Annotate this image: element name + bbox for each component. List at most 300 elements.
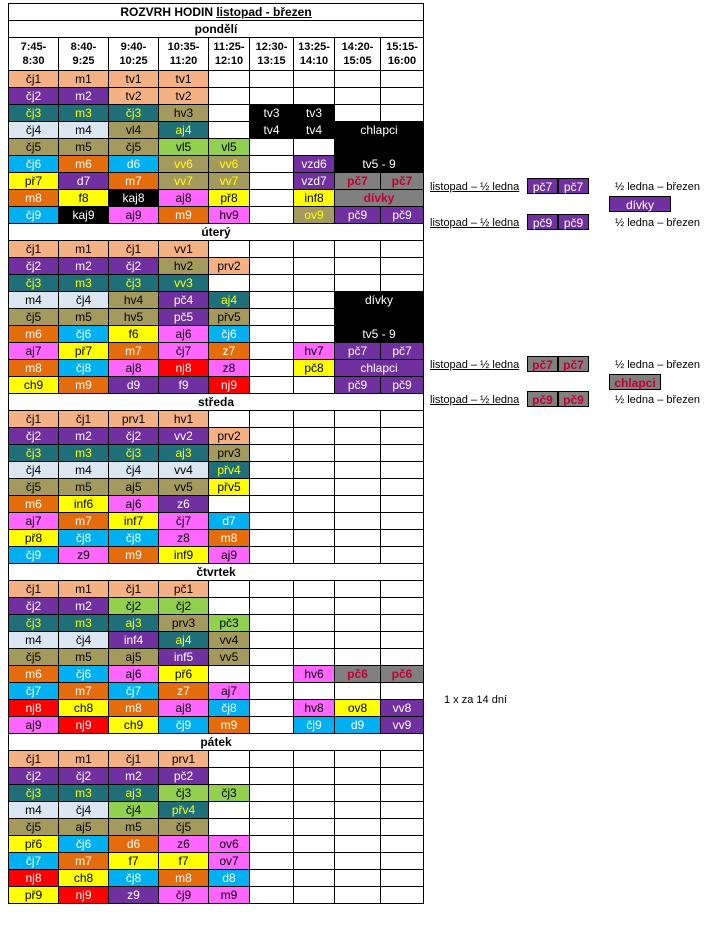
lesson-cell: [335, 139, 424, 156]
lesson-row: [9, 122, 424, 139]
lesson-cell: m6: [9, 496, 59, 513]
lesson-cell: m5: [109, 819, 159, 836]
lesson-cell: [294, 309, 335, 326]
lesson-cell: přv4: [209, 462, 250, 479]
lesson-cell: [335, 598, 381, 615]
lesson-cell: aj3: [109, 785, 159, 802]
lesson-cell: m3: [59, 785, 109, 802]
lesson-cell: tv2: [109, 88, 159, 105]
lesson-cell: aj3: [109, 615, 159, 632]
lesson-cell: [250, 479, 294, 496]
lesson-cell: čj2: [9, 428, 59, 445]
lesson-cell: m1: [59, 751, 109, 768]
lesson-cell: [294, 411, 335, 428]
lesson-cell: [250, 717, 294, 734]
lesson-cell: čj5: [9, 649, 59, 666]
lesson-cell: [209, 122, 250, 139]
lesson-cell: hv8: [294, 700, 335, 717]
lesson-cell: čj5: [9, 309, 59, 326]
page-title: [9, 4, 424, 21]
lesson-cell: nj9: [59, 717, 109, 734]
lesson-cell: [335, 887, 381, 904]
lesson-cell: čj2: [109, 598, 159, 615]
lesson-cell: čj3: [9, 445, 59, 462]
lesson-cell: [335, 802, 381, 819]
lesson-cell: čj2: [59, 768, 109, 785]
lesson-cell: inf6: [59, 496, 109, 513]
lesson-cell: [209, 88, 250, 105]
lesson-cell: [335, 768, 381, 785]
lesson-cell: čj1: [9, 241, 59, 258]
lesson-cell: [250, 343, 294, 360]
lesson-cell: ov6: [209, 836, 250, 853]
lesson-cell: vl5: [159, 139, 209, 156]
lesson-cell: čj7: [159, 343, 209, 360]
lesson-row: [9, 173, 424, 190]
lesson-cell: [209, 768, 250, 785]
lesson-cell: m7: [109, 343, 159, 360]
lesson-cell: [335, 530, 381, 547]
lesson-row: [9, 700, 424, 717]
lesson-cell: [250, 377, 294, 394]
time-slot-label: 9:40- 10:25: [119, 41, 148, 67]
lesson-cell: čj4: [59, 632, 109, 649]
lesson-cell: [335, 547, 381, 564]
lesson-cell: vv7: [159, 173, 209, 190]
lesson-cell: m2: [59, 598, 109, 615]
lesson-cell: [294, 581, 335, 598]
lesson-cell: [250, 326, 294, 343]
lesson-row: [9, 71, 424, 88]
lesson-cell: [335, 785, 381, 802]
lesson-cell: [381, 581, 424, 598]
time-slot-label: 7:45- 8:30: [20, 41, 47, 67]
title-period: listopad - březen: [216, 5, 312, 19]
lesson-cell: [250, 853, 294, 870]
lesson-cell: čj1: [9, 71, 59, 88]
lesson-cell: ov9: [294, 207, 335, 224]
lesson-cell: [294, 326, 335, 343]
lesson-cell: [250, 666, 294, 683]
lesson-cell: [209, 581, 250, 598]
lesson-cell: m3: [59, 275, 109, 292]
time-slot-header: [381, 38, 424, 71]
day-row: [9, 564, 424, 581]
lesson-cell: čj1: [9, 751, 59, 768]
lesson-cell: [335, 479, 381, 496]
lesson-cell: pč9: [381, 207, 424, 224]
lesson-cell: vl4: [109, 122, 159, 139]
lesson-row: [9, 428, 424, 445]
lesson-cell: [381, 496, 424, 513]
lesson-cell: [294, 445, 335, 462]
lesson-cell: vv6: [209, 156, 250, 173]
lesson-cell: prv2: [209, 258, 250, 275]
lesson-cell: f7: [109, 853, 159, 870]
time-slot-label: 15:15- 16:00: [386, 41, 418, 67]
lesson-row: [9, 479, 424, 496]
lesson-cell: aj8: [159, 190, 209, 207]
lesson-row: [9, 547, 424, 564]
lesson-cell: m6: [9, 666, 59, 683]
lesson-cell: z9: [59, 547, 109, 564]
time-slot-label: 8:40- 9:25: [70, 41, 97, 67]
lesson-row: [9, 768, 424, 785]
lesson-cell: m3: [59, 615, 109, 632]
lesson-cell: [209, 411, 250, 428]
lesson-cell: tv1: [159, 71, 209, 88]
time-slot-label: 14:20- 15:05: [341, 41, 374, 67]
lesson-cell: čj8: [209, 700, 250, 717]
lesson-cell: [250, 870, 294, 887]
lesson-cell: vv5: [159, 479, 209, 496]
lesson-cell: aj5: [59, 819, 109, 836]
lesson-cell: [335, 632, 381, 649]
lesson-cell: [250, 139, 294, 156]
lesson-cell: pč7: [335, 173, 381, 190]
lesson-row: [9, 598, 424, 615]
lesson-cell: [209, 496, 250, 513]
note-period-label: ½ ledna – březen: [615, 394, 701, 406]
lesson-cell: pč9: [381, 377, 424, 394]
lesson-cell: f9: [159, 377, 209, 394]
lesson-cell: m8: [9, 360, 59, 377]
lesson-cell: přv5: [209, 479, 250, 496]
note-period-label: listopad – ½ ledna: [430, 217, 520, 229]
lesson-cell: tv4: [294, 122, 335, 139]
lesson-row: [9, 666, 424, 683]
lesson-cell: [250, 513, 294, 530]
lesson-cell: m1: [59, 581, 109, 598]
lesson-cell: čj3: [209, 785, 250, 802]
lesson-cell: f7: [159, 853, 209, 870]
lesson-cell: hv6: [294, 666, 335, 683]
lesson-cell: čj4: [59, 802, 109, 819]
lesson-cell: f8: [59, 190, 109, 207]
lesson-cell: [250, 836, 294, 853]
time-slot-header: [9, 38, 59, 71]
lesson-cell: čj9: [159, 887, 209, 904]
day-name: středa: [9, 394, 424, 411]
lesson-cell: z6: [159, 836, 209, 853]
lesson-cell: [294, 785, 335, 802]
lesson-cell: [250, 207, 294, 224]
lesson-cell: [381, 683, 424, 700]
lesson-row: [9, 241, 424, 258]
lesson-cell: dívky: [335, 292, 424, 309]
lesson-cell: př8: [9, 530, 59, 547]
lesson-cell: pč6: [381, 666, 424, 683]
lesson-cell: čj7: [159, 513, 209, 530]
lesson-cell: [250, 785, 294, 802]
lesson-cell: chlapci: [335, 360, 424, 377]
lesson-cell: př8: [209, 190, 250, 207]
lesson-cell: prv2: [209, 428, 250, 445]
lesson-cell: m6: [59, 156, 109, 173]
lesson-cell: aj4: [159, 122, 209, 139]
lesson-cell: z8: [209, 360, 250, 377]
lesson-cell: d7: [59, 173, 109, 190]
lesson-cell: m5: [59, 309, 109, 326]
time-slot-header: [109, 38, 159, 71]
lesson-cell: čj3: [109, 105, 159, 122]
lesson-cell: vv7: [209, 173, 250, 190]
lesson-cell: aj4: [159, 632, 209, 649]
time-slot-header: [250, 38, 294, 71]
lesson-cell: d6: [109, 836, 159, 853]
lesson-cell: ch8: [59, 700, 109, 717]
note-period-label: ½ ledna – březen: [615, 181, 701, 193]
lesson-cell: f6: [109, 326, 159, 343]
lesson-cell: z7: [209, 343, 250, 360]
lesson-cell: čj9: [294, 717, 335, 734]
day-row: [9, 21, 424, 38]
lesson-cell: čj3: [9, 275, 59, 292]
lesson-cell: ov8: [335, 700, 381, 717]
lesson-cell: [250, 275, 294, 292]
lesson-cell: m7: [109, 173, 159, 190]
lesson-cell: [250, 71, 294, 88]
lesson-cell: [335, 819, 381, 836]
lesson-cell: [335, 496, 381, 513]
lesson-cell: [381, 530, 424, 547]
lesson-cell: m5: [59, 649, 109, 666]
lesson-cell: čj5: [9, 139, 59, 156]
lesson-cell: [250, 156, 294, 173]
lesson-cell: [250, 258, 294, 275]
lesson-cell: m7: [59, 853, 109, 870]
lesson-cell: [335, 870, 381, 887]
lesson-cell: [250, 411, 294, 428]
lesson-cell: m5: [59, 139, 109, 156]
lesson-cell: m4: [9, 632, 59, 649]
lesson-cell: pč8: [294, 360, 335, 377]
lesson-cell: vv6: [159, 156, 209, 173]
lesson-cell: hv5: [109, 309, 159, 326]
lesson-cell: čj2: [9, 258, 59, 275]
lesson-cell: ch9: [9, 377, 59, 394]
lesson-cell: čj8: [109, 870, 159, 887]
lesson-cell: d8: [209, 870, 250, 887]
lesson-cell: m2: [59, 88, 109, 105]
lesson-cell: inf9: [159, 547, 209, 564]
title-prefix: ROZVRH HODIN: [120, 5, 213, 19]
lesson-cell: aj9: [109, 207, 159, 224]
lesson-cell: m4: [9, 292, 59, 309]
lesson-cell: [250, 700, 294, 717]
time-slot-header: [59, 38, 109, 71]
lesson-cell: [250, 768, 294, 785]
lesson-cell: přv5: [209, 309, 250, 326]
lesson-cell: čj6: [209, 326, 250, 343]
lesson-row: [9, 615, 424, 632]
lesson-cell: [381, 462, 424, 479]
lesson-cell: [294, 853, 335, 870]
lesson-cell: [381, 632, 424, 649]
lesson-cell: [294, 496, 335, 513]
lesson-cell: [250, 598, 294, 615]
lesson-cell: [294, 241, 335, 258]
lesson-cell: m6: [9, 326, 59, 343]
lesson-cell: [294, 530, 335, 547]
note-cell: pč9: [527, 391, 558, 407]
lesson-row: [9, 496, 424, 513]
lesson-cell: hv2: [159, 258, 209, 275]
lesson-cell: [335, 241, 381, 258]
lesson-cell: [250, 190, 294, 207]
lesson-cell: čj2: [9, 598, 59, 615]
lesson-cell: aj7: [209, 683, 250, 700]
day-name: pondělí: [9, 21, 424, 38]
lesson-cell: m8: [109, 700, 159, 717]
lesson-cell: [250, 632, 294, 649]
lesson-cell: vv5: [209, 649, 250, 666]
lesson-cell: [335, 428, 381, 445]
lesson-cell: [381, 71, 424, 88]
lesson-cell: [294, 751, 335, 768]
lesson-cell: [381, 105, 424, 122]
lesson-cell: čj1: [59, 411, 109, 428]
lesson-cell: pč7: [381, 173, 424, 190]
lesson-row: [9, 292, 424, 309]
lesson-cell: [381, 887, 424, 904]
lesson-cell: prv3: [209, 445, 250, 462]
day-row: [9, 224, 424, 241]
lesson-cell: čj2: [109, 258, 159, 275]
note-cell: chlapci: [609, 374, 661, 390]
lesson-cell: [381, 258, 424, 275]
lesson-cell: pč1: [159, 581, 209, 598]
time-slot-label: 13:25- 14:10: [298, 41, 330, 67]
note-period-label: listopad – ½ ledna: [430, 181, 520, 193]
lesson-cell: aj5: [109, 649, 159, 666]
lesson-cell: [381, 479, 424, 496]
note-cell: pč7: [527, 178, 558, 194]
lesson-cell: [294, 275, 335, 292]
lesson-cell: vl5: [209, 139, 250, 156]
lesson-cell: [250, 802, 294, 819]
lesson-cell: [209, 275, 250, 292]
lesson-cell: m5: [59, 479, 109, 496]
note-cell: dívky: [609, 196, 671, 212]
lesson-cell: [381, 547, 424, 564]
note-cell: pč9: [527, 214, 558, 230]
lesson-row: [9, 887, 424, 904]
lesson-cell: aj7: [9, 343, 59, 360]
lesson-row: [9, 853, 424, 870]
lesson-cell: [250, 819, 294, 836]
timetable: [8, 3, 424, 904]
lesson-cell: čj6: [59, 666, 109, 683]
lesson-cell: [381, 870, 424, 887]
lesson-cell: pč6: [335, 666, 381, 683]
lesson-cell: [381, 802, 424, 819]
lesson-cell: m4: [9, 802, 59, 819]
lesson-cell: inf8: [294, 190, 335, 207]
lesson-row: [9, 377, 424, 394]
lesson-cell: [294, 632, 335, 649]
lesson-cell: čj2: [159, 598, 209, 615]
lesson-cell: vzd6: [294, 156, 335, 173]
lesson-row: [9, 343, 424, 360]
lesson-cell: [209, 105, 250, 122]
lesson-cell: čj3: [9, 785, 59, 802]
lesson-cell: tv3: [250, 105, 294, 122]
lesson-cell: pč9: [335, 377, 381, 394]
note-period-label: listopad – ½ ledna: [430, 394, 520, 406]
lesson-cell: vv4: [209, 632, 250, 649]
lesson-cell: [335, 275, 381, 292]
lesson-cell: [294, 683, 335, 700]
lesson-cell: [250, 496, 294, 513]
time-slot-header: [209, 38, 250, 71]
lesson-cell: [381, 785, 424, 802]
note-cell: pč7: [527, 356, 558, 372]
lesson-row: [9, 785, 424, 802]
day-row: [9, 734, 424, 751]
lesson-cell: čj5: [109, 139, 159, 156]
lesson-cell: [250, 428, 294, 445]
lesson-cell: m3: [59, 445, 109, 462]
lesson-cell: [335, 445, 381, 462]
lesson-cell: [250, 292, 294, 309]
lesson-row: [9, 309, 424, 326]
lesson-cell: m7: [59, 513, 109, 530]
lesson-cell: z7: [159, 683, 209, 700]
lesson-cell: nj8: [9, 870, 59, 887]
lesson-cell: m3: [59, 105, 109, 122]
lesson-row: [9, 411, 424, 428]
lesson-cell: čj2: [109, 428, 159, 445]
lesson-cell: [294, 139, 335, 156]
lesson-cell: [209, 241, 250, 258]
lesson-cell: čj7: [9, 853, 59, 870]
note-cell: pč7: [558, 178, 589, 194]
lesson-cell: čj9: [9, 207, 59, 224]
lesson-cell: čj7: [9, 683, 59, 700]
lesson-cell: čj3: [9, 615, 59, 632]
lesson-row: [9, 445, 424, 462]
lesson-cell: přv4: [159, 802, 209, 819]
lesson-cell: m1: [59, 241, 109, 258]
lesson-cell: [250, 88, 294, 105]
lesson-cell: vzd7: [294, 173, 335, 190]
lesson-cell: čj6: [9, 156, 59, 173]
lesson-cell: [294, 258, 335, 275]
lesson-cell: [335, 615, 381, 632]
lesson-cell: [250, 547, 294, 564]
lesson-cell: pč5: [159, 309, 209, 326]
lesson-cell: tv5 - 9: [335, 326, 424, 343]
lesson-row: [9, 819, 424, 836]
lesson-cell: [335, 513, 381, 530]
lesson-cell: pč4: [159, 292, 209, 309]
note-cell: pč9: [558, 214, 589, 230]
lesson-cell: aj9: [9, 717, 59, 734]
day-name: úterý: [9, 224, 424, 241]
day-row: [9, 394, 424, 411]
lesson-cell: [335, 71, 381, 88]
lesson-cell: prv3: [159, 615, 209, 632]
lesson-cell: [294, 547, 335, 564]
lesson-cell: př6: [9, 836, 59, 853]
lesson-cell: [250, 445, 294, 462]
lesson-cell: [294, 836, 335, 853]
lesson-cell: hv9: [209, 207, 250, 224]
lesson-cell: př9: [9, 887, 59, 904]
lesson-row: [9, 326, 424, 343]
lesson-cell: [335, 258, 381, 275]
